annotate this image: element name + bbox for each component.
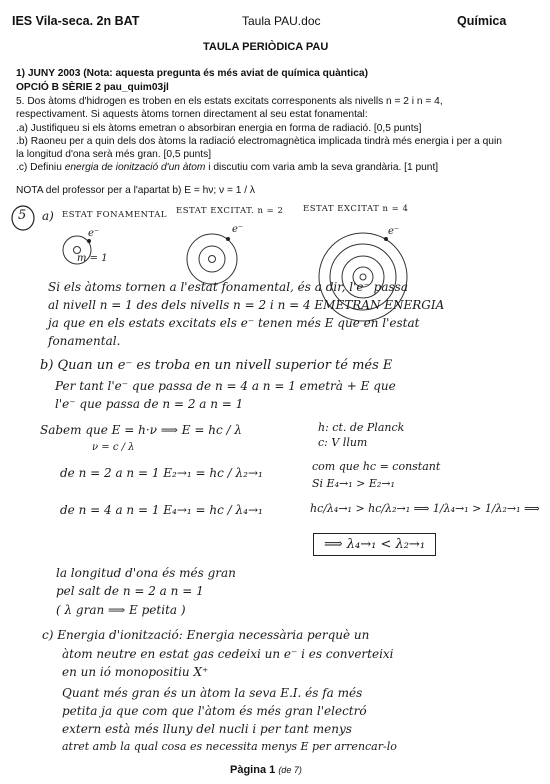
question-part-b-1: .b) Raoneu per a quin dels dos àtoms la radiació electromagnètica implicada tindrà més energia i per a quin: [16, 136, 502, 147]
hand-question-number: 5: [18, 208, 27, 223]
hand-electron-n4: e⁻: [388, 226, 400, 237]
header-school: IES Vila-seca. 2n BAT: [12, 14, 140, 28]
question-series: OPCIÓ B SÈRIE 2 pau_quim03jl: [16, 82, 169, 93]
hand-c-line-7: atret amb la qual cosa es necessita menys E per arrencar-lo: [62, 740, 397, 753]
page-number: Pàgina 1: [230, 764, 276, 776]
hand-inequality-chain: hc/λ₄→₁ > hc/λ₂→₁ ⟹ 1/λ₄→₁ > 1/λ₂→₁ ⟹: [310, 502, 540, 515]
hand-part-a-label: a): [42, 209, 54, 223]
hand-h-definition: h: ct. de Planck: [318, 421, 405, 434]
question-part-c-post: i discutiu com varia amb la seva grandària. [1 punt]: [205, 162, 439, 173]
hand-transition-2-1: de n = 2 a n = 1 E₂→₁ = hc / λ₂→₁: [60, 466, 263, 480]
hand-wavelength-line-3: ( λ gran ⟹ E petita ): [56, 603, 186, 617]
hand-label-excited-n4: ESTAT EXCITAT n = 4: [303, 204, 409, 214]
hand-c-definition: c: V llum: [318, 436, 368, 449]
page-footer: [230, 764, 302, 776]
header-subject: Química: [457, 14, 507, 28]
hand-wavelength-line-2: pel salt de n = 2 a n = 1: [56, 584, 204, 598]
hand-b-line-1: b) Quan un e⁻ es troba en un nivell superior té més E: [40, 358, 393, 373]
hand-a-line-4: fonamental.: [48, 334, 121, 348]
question-part-b-2: la longitud d'ona serà més gran. [0,5 punts]: [16, 149, 212, 160]
hand-c-line-1: c) Energia d'ionització: Energia necessària perquè un: [42, 628, 370, 642]
hand-hc-constant: com que hc = constant: [312, 460, 441, 473]
hand-label-ground-state: ESTAT FONAMENTAL: [62, 210, 168, 220]
header-file: Taula PAU.doc: [242, 14, 321, 28]
hand-energy-comparison: Si E₄→₁ > E₂→₁: [312, 477, 395, 490]
hand-a-line-2: al nivell n = 1 des dels nivells n = 2 i n = 4 EMETRAN ENERGIA: [48, 298, 445, 312]
hand-wavelength-line-1: la longitud d'ona és més gran: [56, 566, 236, 580]
teacher-note: NOTA del professor per a l'apartat b) E = hν; ν = 1 / λ: [16, 185, 256, 196]
hand-c-line-5: petita ja que com que l'àtom és més gran l'electró: [62, 704, 367, 718]
hand-a-line-3: ja que en els estats excitats els e⁻ tenen més E que en l'estat: [48, 316, 420, 330]
hand-b-line-2: Per tant l'e⁻ que passa de n = 4 a n = 1 emetrà + E que: [55, 379, 396, 393]
hand-nu-relation: ν = c / λ: [92, 442, 135, 453]
hand-c-line-6: extern està més lluny del nucli i per tant menys: [62, 722, 352, 736]
doc-title: TAULA PERIÒDICA PAU: [203, 41, 329, 53]
hand-c-line-4: Quant més gran és un àtom la seva E.I. és fa més: [62, 686, 363, 700]
hand-level-m1: m = 1: [77, 253, 108, 264]
hand-b-line-3: l'e⁻ que passa de n = 2 a n = 1: [55, 397, 244, 411]
page-total: (de 7): [278, 765, 302, 775]
hand-boxed-result: ⟹ λ₄→₁ < λ₂→₁: [313, 533, 436, 556]
hand-transition-4-1: de n = 4 a n = 1 E₄→₁ = hc / λ₄→₁: [60, 503, 263, 517]
question-part-c: [16, 161, 438, 174]
question-part-a: .a) Justifiqueu si els àtoms emetran o absorbiran energia en forma de radiació. [0,5 punts]: [16, 123, 422, 134]
question-part-c-term: energia de ionització d'un àtom: [64, 162, 206, 173]
hand-c-line-2: àtom neutre en estat gas cedeixi un e⁻ i es converteixi: [62, 647, 394, 661]
hand-sabem-que: Sabem que E = h·ν ⟹ E = hc / λ: [40, 423, 242, 437]
hand-electron-ground: e⁻: [88, 228, 100, 239]
hand-label-excited-n2: ESTAT EXCITAT. n = 2: [176, 206, 284, 216]
question-part-c-pre: .c) Definiu: [16, 162, 65, 173]
hand-electron-n2: e⁻: [232, 224, 244, 235]
hand-a-line-1: Si els àtoms tornen a l'estat fonamental, és a dir, l'e⁻ passa: [48, 280, 408, 294]
question-heading: 1) JUNY 2003 (Nota: aquesta pregunta és més aviat de química quàntica): [16, 68, 368, 79]
hand-c-line-3: en un ió monopositiu X⁺: [62, 665, 209, 679]
question-statement-1: 5. Dos àtoms d'hidrogen es troben en els estats excitats corresponents als nivells n = 2 i n = 4,: [16, 96, 443, 107]
question-statement-2: respectivament. Si aquests àtoms tornen directament al seu estat fonamental:: [16, 109, 368, 120]
